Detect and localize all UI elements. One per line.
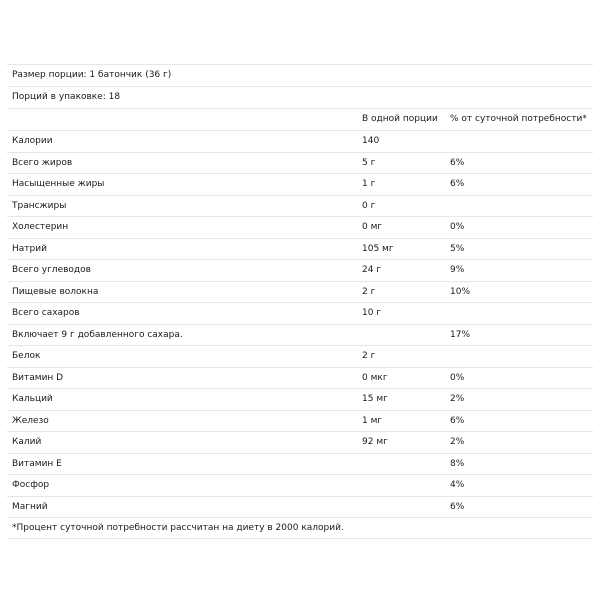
nutrient-row (7, 474, 593, 496)
daily-value-column-header: % от суточной потребности* (450, 114, 587, 124)
nutrient-daily-value: 2% (450, 437, 465, 447)
nutrient-amount: 0 мг (362, 222, 383, 232)
nutrient-name: Трансжиры (12, 200, 67, 211)
nutrient-row (7, 173, 593, 195)
nutrient-daily-value: 9% (450, 265, 465, 275)
nutrient-row (7, 152, 593, 174)
nutrient-name: Всего жиров (12, 157, 73, 168)
nutrient-amount: 105 мг (362, 243, 394, 254)
nutrient-daily-value: 2% (450, 394, 465, 404)
nutrient-amount: 140 (362, 136, 380, 146)
nutrient-daily-value: 8% (450, 458, 465, 469)
nutrient-amount: 0 г (362, 200, 376, 211)
nutrient-name: Витамин E (12, 458, 62, 469)
nutrient-daily-value: 6% (450, 501, 465, 512)
nutrient-daily-value: 5% (450, 243, 465, 254)
nutrient-name: Включает 9 г добавленного сахара. (12, 329, 183, 340)
nutrient-amount: 2 г (362, 351, 376, 361)
column-header-row (7, 108, 593, 130)
nutrient-amount: 0 мкг (362, 372, 388, 383)
nutrient-row (7, 367, 593, 389)
nutrient-row (7, 388, 593, 410)
nutrient-amount: 2 г (362, 286, 376, 297)
nutrient-row (7, 496, 593, 518)
nutrient-row (7, 453, 593, 475)
nutrient-name: Белок (12, 351, 41, 361)
nutrient-name: Натрий (12, 243, 47, 254)
nutrient-row (7, 195, 593, 217)
amount-column-header: В одной порции (362, 114, 438, 124)
nutrient-name: Насыщенные жиры (12, 179, 105, 189)
serving-size: Размер порции: 1 батончик (36 г) (12, 70, 172, 80)
nutrient-amount: 10 г (362, 308, 382, 318)
nutrient-daily-value: 6% (450, 157, 465, 168)
nutrient-amount: 5 г (362, 157, 376, 168)
nutrient-row (7, 259, 593, 281)
nutrient-name: Магний (12, 501, 48, 512)
nutrient-amount: 15 мг (362, 394, 388, 404)
nutrient-row (7, 130, 593, 152)
nutrient-daily-value: 0% (450, 222, 465, 232)
nutrition-facts-table (7, 64, 593, 539)
nutrient-daily-value: 6% (450, 415, 465, 426)
nutrient-daily-value: 4% (450, 480, 465, 490)
nutrient-daily-value: 10% (450, 286, 471, 297)
nutrient-daily-value: 6% (450, 179, 465, 189)
nutrient-row (7, 216, 593, 238)
nutrient-name: Всего сахаров (12, 308, 80, 318)
nutrient-row (7, 324, 593, 346)
nutrient-name: Пищевые волокна (12, 286, 99, 297)
nutrient-daily-value: 17% (450, 329, 471, 340)
servings-per-container-row (7, 86, 593, 108)
nutrient-row (7, 431, 593, 453)
nutrient-row (7, 302, 593, 324)
nutrient-amount: 24 г (362, 265, 382, 275)
nutrient-row (7, 410, 593, 432)
nutrient-daily-value: 0% (450, 372, 465, 383)
nutrient-name: Холестерин (12, 222, 69, 232)
nutrient-name: Калий (12, 437, 42, 447)
nutrient-amount: 92 мг (362, 437, 388, 447)
nutrient-row (7, 238, 593, 260)
footnote: *Процент суточной потребности рассчитан на диету в 2000 калорий. (12, 523, 344, 533)
footnote-row (7, 517, 593, 539)
nutrient-name: Витамин D (12, 372, 64, 383)
servings-per-container: Порций в упаковке: 18 (12, 92, 121, 102)
nutrient-name: Всего углеводов (12, 265, 91, 275)
nutrient-name: Кальций (12, 394, 53, 404)
nutrient-name: Железо (12, 415, 49, 426)
nutrient-row (7, 281, 593, 303)
nutrient-amount: 1 г (362, 179, 376, 189)
nutrient-name: Фосфор (12, 480, 50, 490)
serving-size-row (7, 64, 593, 86)
nutrient-name: Калории (12, 136, 53, 146)
nutrient-row (7, 345, 593, 367)
nutrient-amount: 1 мг (362, 415, 383, 426)
